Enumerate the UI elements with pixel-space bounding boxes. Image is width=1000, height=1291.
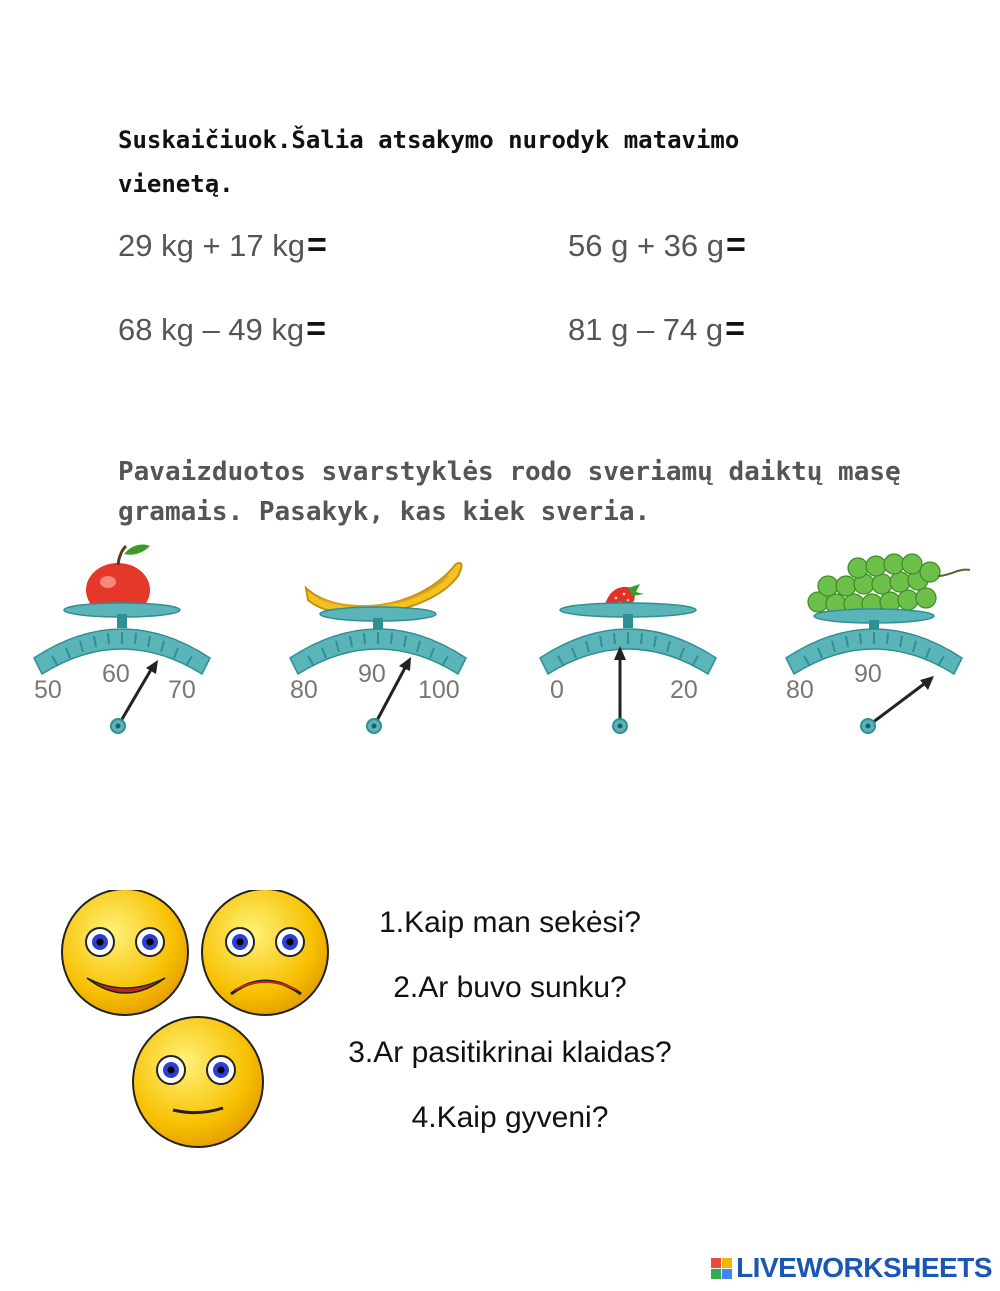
- question-1: 1.Kaip man sekėsi?: [379, 906, 641, 939]
- equation-2-expr: 56 g + 36 g: [568, 228, 724, 263]
- tick-label: 70: [168, 676, 196, 704]
- tick-label: 60: [102, 660, 130, 688]
- tick-label: 0: [550, 676, 564, 704]
- equals-sign: =: [726, 226, 746, 264]
- equation-2: [568, 226, 746, 265]
- instruction-calculate: Suskaičiuok.Šalia atsakymo nurodyk matavimo vienetą.: [118, 126, 740, 198]
- logo-blocks-icon: [711, 1258, 732, 1279]
- equation-1: [118, 226, 327, 265]
- equals-sign: =: [306, 310, 326, 348]
- tick-label: 90: [358, 660, 386, 688]
- tick-label: 80: [786, 676, 814, 704]
- logo-text: LIVEWORKSHEETS: [736, 1252, 992, 1283]
- equation-4: [568, 310, 745, 349]
- scale-grapes: [774, 540, 974, 740]
- question-3: 3.Ar pasitikrinai klaidas?: [348, 1036, 672, 1069]
- scale-strawberry: [528, 540, 728, 740]
- equals-sign: =: [307, 226, 327, 264]
- tick-label: 50: [34, 676, 62, 704]
- liveworksheets-logo: [711, 1252, 992, 1284]
- scale-apple: [22, 540, 222, 740]
- tick-label: 80: [290, 676, 318, 704]
- equation-3: [118, 310, 326, 349]
- tick-label: 100: [418, 676, 460, 704]
- equals-sign: =: [725, 310, 745, 348]
- question-2: 2.Ar buvo sunku?: [393, 971, 627, 1004]
- question-4: 4.Kaip gyveni?: [411, 1101, 609, 1134]
- happy-smiley-icon[interactable]: [62, 890, 188, 1015]
- neutral-smiley-icon[interactable]: [133, 1017, 263, 1147]
- grapes-icon: [808, 554, 970, 614]
- tick-label: 90: [854, 660, 882, 688]
- equation-4-expr: 81 g – 74 g: [568, 312, 724, 347]
- scale-icon: [540, 603, 716, 733]
- instruction-scales: Pavaizduotos svarstyklės rodo sveriamų daiktų masę gramais. Pasakyk, kas kiek sveria.: [118, 457, 901, 527]
- equation-3-expr: 68 kg – 49 kg: [118, 312, 305, 347]
- scale-banana: [278, 540, 478, 740]
- equation-1-expr: 29 kg + 17 kg: [118, 228, 305, 263]
- reflection-questions: [300, 900, 720, 1160]
- tick-label: 20: [670, 676, 698, 704]
